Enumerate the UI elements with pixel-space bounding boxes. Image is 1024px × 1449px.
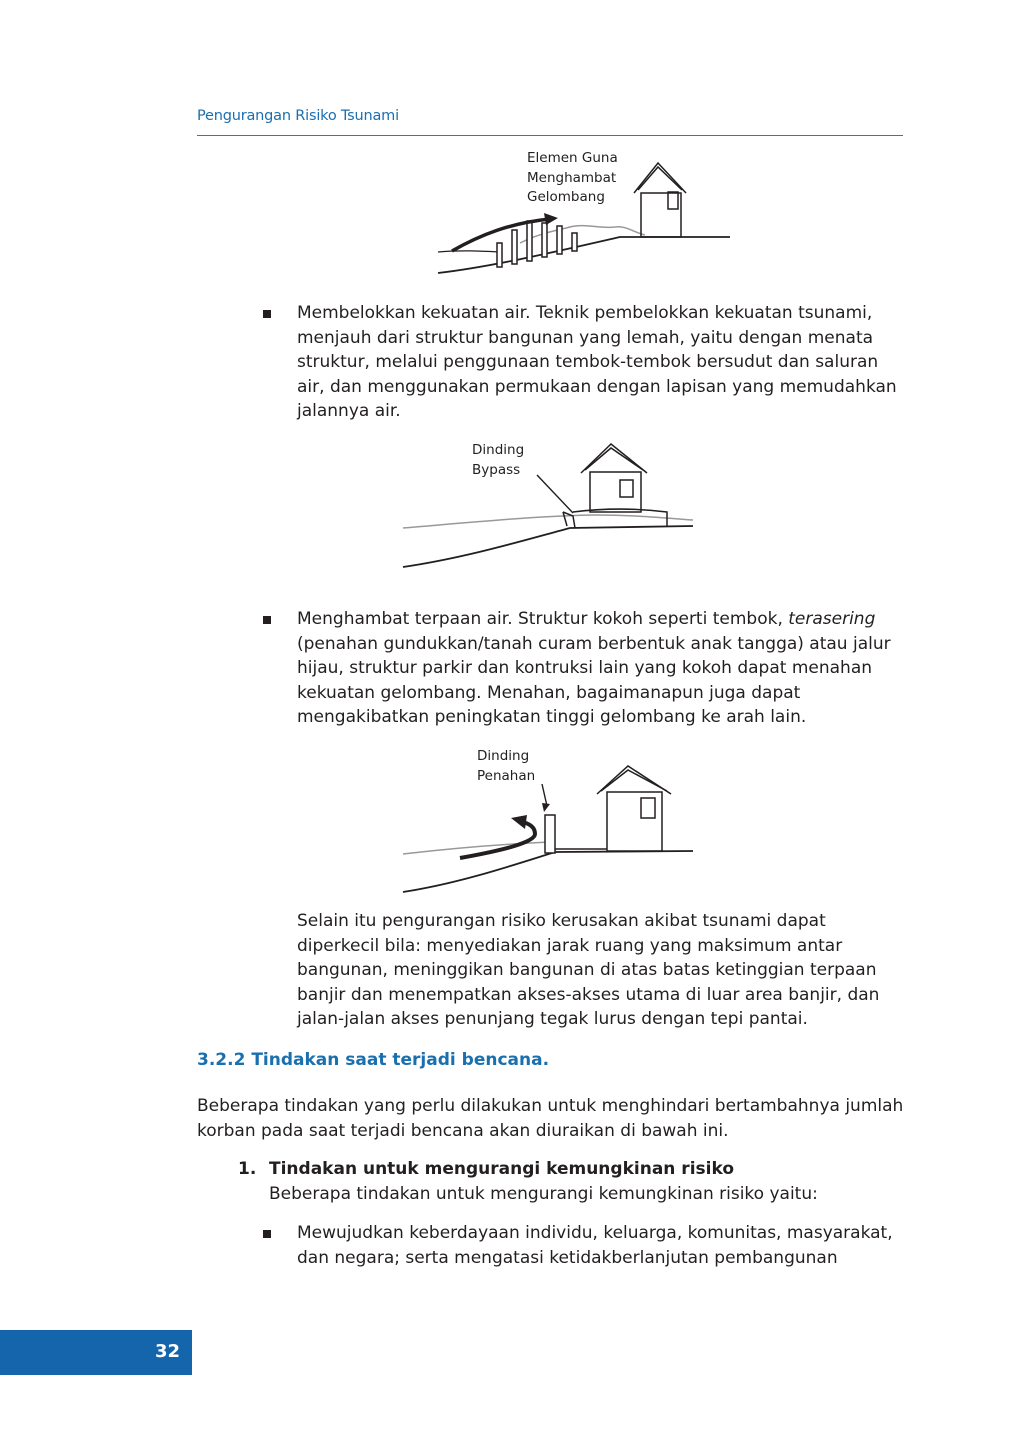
figure-3-ground [403, 851, 693, 892]
figure-1-label-line: Elemen Guna [527, 150, 618, 166]
figure-1-arrow-head [544, 213, 558, 225]
figure-3-arrow-head [511, 815, 527, 829]
figure-2-pointer-line [537, 475, 573, 513]
figure-1-wave-barrier-diagram [430, 155, 740, 280]
list-number: 1. [238, 1159, 257, 1179]
house-icon [581, 444, 647, 512]
house-icon [597, 766, 671, 851]
figure-1-water-line [520, 226, 645, 243]
figure-3-retaining-wall-diagram [395, 760, 705, 900]
bullet-item [263, 607, 903, 730]
figure-2-label-line: Bypass [472, 461, 521, 478]
page-number: 32 [154, 1341, 180, 1362]
figure-3-water-line [403, 842, 550, 854]
bullet-item [263, 301, 903, 424]
figure-3-label-line: Penahan [477, 767, 536, 784]
body-paragraph: Beberapa tindakan yang perlu dilakukan untuk menghindari bertambahnya jumlah korban pada saat terjadi bencana akan diuraikan di bawah ini. [197, 1096, 904, 1141]
bullet-text [297, 607, 903, 730]
figure-2-ground [403, 526, 693, 567]
figure-3-label-line: Dinding [477, 748, 530, 764]
bullet-item [263, 1221, 903, 1270]
figure-1-ground-left [438, 251, 500, 252]
house-icon [634, 163, 686, 237]
figure-2-bypass-wall-diagram [395, 440, 705, 575]
bullet-square-icon [263, 616, 271, 624]
bullet-square-icon [263, 310, 271, 318]
page-number-tab [0, 1330, 192, 1375]
figure-1-label-line: Gelombang [527, 189, 605, 205]
running-header: Pengurangan Risiko Tsunami [197, 108, 399, 124]
figure-2-label-line: Dinding [472, 442, 525, 458]
bullet-text-part: Menghambat terpaan air. Struktur kokoh seperti tembok, [297, 609, 789, 629]
list-item-subtitle: Beberapa tindakan untuk mengurangi kemungkinan risiko yaitu: [269, 1183, 818, 1204]
numbered-list-item [238, 1157, 903, 1206]
list-item-title: Tindakan untuk mengurangi kemungkinan risiko [269, 1159, 734, 1179]
figure-1-ground [438, 237, 730, 273]
figure-3-pointer-line [542, 784, 547, 806]
figure-1-label-line: Menghambat [527, 169, 617, 186]
figure-3-retaining-wall [545, 815, 607, 853]
bullet-text-part: (penahan gundukkan/tanah curam berbentuk anak tangga) atau jalur hijau, struktur parkir dan kontruksi lain yang kokoh dapat menahan kekuatan gelombang. Menahan, bagaimanapun juga dapat mengakibatkan peningkatan tinggi gelombang ke arah lain. [297, 633, 891, 727]
bullet-text: Membelokkan kekuatan air. Teknik pembelokkan kekuatan tsunami, menjauh dari struktur bangunan yang lemah, yaitu dengan menata struktur, melalui penggunaan tembok-tembok bersudut dan saluran air, dan menggunakan permukaan dengan lapisan yang memudahkan jalannya air. [297, 303, 897, 421]
body-paragraph: Selain itu pengurangan risiko kerusakan akibat tsunami dapat diperkecil bila: menyediakan jarak ruang yang maksimum antar bangunan, meninggikan bangunan di atas batas ketinggian terpaan banjir dan menempatkan akses-akses utama di luar area banjir, dan jalan-jalan akses penunjang tegak lurus dengan tepi pantai. [297, 911, 880, 1029]
header-rule [197, 135, 903, 136]
figure-3-pointer-head [542, 803, 550, 812]
bullet-text-italic: terasering [788, 609, 876, 629]
bullet-text: Mewujudkan keberdayaan individu, keluarga, komunitas, masyarakat, dan negara; serta mengatasi ketidakberlanjutan pembangunan [297, 1223, 893, 1268]
section-heading: 3.2.2 Tindakan saat terjadi bencana. [197, 1050, 550, 1070]
bullet-square-icon [263, 1230, 271, 1238]
